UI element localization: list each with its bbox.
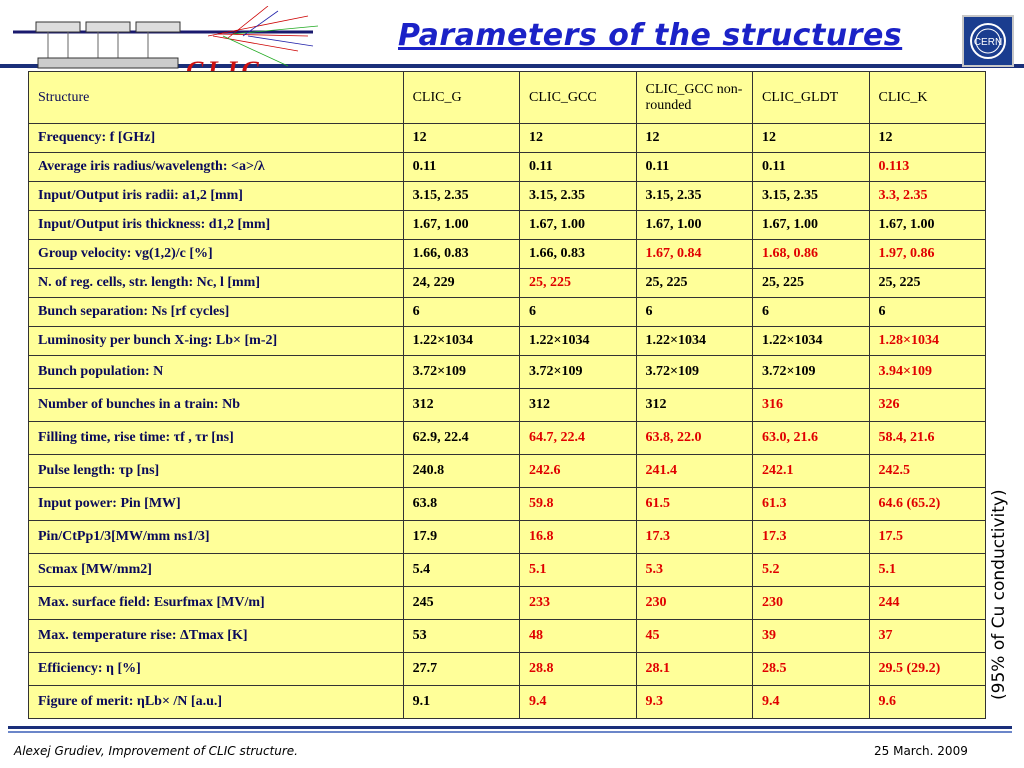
table-cell: 242.5 [869, 455, 986, 488]
table-cell: 1.22×1034 [403, 327, 519, 356]
table-cell: 0.11 [403, 153, 519, 182]
row-label: Number of bunches in a train: Nb [29, 389, 404, 422]
footer-author: Alexej Grudiev, Improvement of CLIC structure. [14, 744, 298, 758]
table-cell: 1.67, 0.84 [636, 240, 752, 269]
table-cell: 63.0, 21.6 [753, 422, 869, 455]
table-cell: 1.22×1034 [636, 327, 752, 356]
table-row [29, 455, 986, 488]
table-row [29, 298, 986, 327]
column-header-clic-gldt: CLIC_GLDT [753, 72, 869, 124]
table-cell: 5.1 [520, 554, 636, 587]
table-cell: 3.15, 2.35 [403, 182, 519, 211]
table-cell: 316 [753, 389, 869, 422]
table-cell: 3.72×109 [753, 356, 869, 389]
table-cell: 0.11 [636, 153, 752, 182]
row-label: N. of reg. cells, str. length: Nc, l [mm] [29, 269, 404, 298]
table-cell: 1.66, 0.83 [520, 240, 636, 269]
table-cell: 25, 225 [753, 269, 869, 298]
row-label: Max. surface field: Esurfmax [MV/m] [29, 587, 404, 620]
table-row [29, 240, 986, 269]
table-cell: 24, 229 [403, 269, 519, 298]
table-cell: 240.8 [403, 455, 519, 488]
table-cell: 3.94×109 [869, 356, 986, 389]
row-label: Filling time, rise time: τf , τr [ns] [29, 422, 404, 455]
table-cell: 64.6 (65.2) [869, 488, 986, 521]
table-cell: 0.113 [869, 153, 986, 182]
table-cell: 5.4 [403, 554, 519, 587]
table-cell: 1.67, 1.00 [869, 211, 986, 240]
table-cell: 242.6 [520, 455, 636, 488]
table-cell: 241.4 [636, 455, 752, 488]
table-row [29, 182, 986, 211]
column-header-clic-gcc-nonrounded: CLIC_GCC non-rounded [636, 72, 752, 124]
table-cell: 0.11 [753, 153, 869, 182]
table-cell: 61.3 [753, 488, 869, 521]
table-cell: 27.7 [403, 653, 519, 686]
column-header-clic-g: CLIC_G [403, 72, 519, 124]
table-cell: 28.8 [520, 653, 636, 686]
table-cell: 230 [636, 587, 752, 620]
table-cell: 12 [636, 124, 752, 153]
cern-logo [962, 15, 1014, 67]
table-cell: 1.28×1034 [869, 327, 986, 356]
table-cell: 3.15, 2.35 [520, 182, 636, 211]
table-row [29, 422, 986, 455]
table-cell: 245 [403, 587, 519, 620]
row-label: Scmax [MW/mm2] [29, 554, 404, 587]
table-cell: 59.8 [520, 488, 636, 521]
table-row [29, 653, 986, 686]
table-cell: 1.67, 1.00 [403, 211, 519, 240]
table-cell: 5.1 [869, 554, 986, 587]
column-header-clic-k: CLIC_K [869, 72, 986, 124]
table-cell: 25, 225 [520, 269, 636, 298]
table-cell: 63.8, 22.0 [636, 422, 752, 455]
table-cell: 29.5 (29.2) [869, 653, 986, 686]
side-note: (95% of Cu conductivity) [989, 489, 1009, 700]
table-cell: 230 [753, 587, 869, 620]
table-cell: 12 [520, 124, 636, 153]
table-row [29, 389, 986, 422]
table-cell: 9.3 [636, 686, 752, 719]
table-cell: 9.4 [520, 686, 636, 719]
table-cell: 28.1 [636, 653, 752, 686]
table-cell: 0.11 [520, 153, 636, 182]
row-label: Efficiency: η [%] [29, 653, 404, 686]
table-cell: 1.97, 0.86 [869, 240, 986, 269]
table-cell: 61.5 [636, 488, 752, 521]
cern-logo-icon [964, 17, 1012, 65]
table-cell: 1.67, 1.00 [520, 211, 636, 240]
table-cell: 12 [869, 124, 986, 153]
cern-logo-label: CERN [973, 37, 1003, 48]
table-row [29, 356, 986, 389]
table-cell: 9.4 [753, 686, 869, 719]
row-label: Pin/CtPp1/3[MW/mm ns1/3] [29, 521, 404, 554]
row-label: Luminosity per bunch X-ing: Lb× [m-2] [29, 327, 404, 356]
table-cell: 62.9, 22.4 [403, 422, 519, 455]
table-cell: 1.66, 0.83 [403, 240, 519, 269]
table-cell: 25, 225 [869, 269, 986, 298]
table-cell: 312 [520, 389, 636, 422]
table-cell: 3.72×109 [403, 356, 519, 389]
table-cell: 1.22×1034 [520, 327, 636, 356]
footer-rule-secondary [8, 731, 1012, 733]
table-cell: 1.22×1034 [753, 327, 869, 356]
table-cell: 17.5 [869, 521, 986, 554]
table-cell: 6 [869, 298, 986, 327]
footer-rule [8, 726, 1012, 729]
table-cell: 312 [636, 389, 752, 422]
table-cell: 37 [869, 620, 986, 653]
table-cell: 5.2 [753, 554, 869, 587]
table-row [29, 521, 986, 554]
table-cell: 48 [520, 620, 636, 653]
table-cell: 25, 225 [636, 269, 752, 298]
table-row [29, 124, 986, 153]
row-label: Bunch separation: Ns [rf cycles] [29, 298, 404, 327]
row-label: Pulse length: τp [ns] [29, 455, 404, 488]
table-cell: 3.72×109 [520, 356, 636, 389]
table-row [29, 620, 986, 653]
table-cell: 3.3, 2.35 [869, 182, 986, 211]
table-cell: 9.1 [403, 686, 519, 719]
table-row [29, 269, 986, 298]
table-cell: 53 [403, 620, 519, 653]
table-cell: 64.7, 22.4 [520, 422, 636, 455]
table-cell: 6 [520, 298, 636, 327]
footer-date: 25 March. 2009 [874, 744, 968, 758]
table-cell: 3.15, 2.35 [636, 182, 752, 211]
table-cell: 9.6 [869, 686, 986, 719]
table-cell: 12 [753, 124, 869, 153]
table-cell: 6 [753, 298, 869, 327]
table-row [29, 327, 986, 356]
table-cell: 6 [403, 298, 519, 327]
table-row [29, 587, 986, 620]
table-cell: 12 [403, 124, 519, 153]
row-label: Group velocity: vg(1,2)/c [%] [29, 240, 404, 269]
table-cell: 5.3 [636, 554, 752, 587]
table-cell: 244 [869, 587, 986, 620]
table-cell: 1.68, 0.86 [753, 240, 869, 269]
table-row [29, 211, 986, 240]
table-cell: 28.5 [753, 653, 869, 686]
row-label: Input/Output iris radii: a1,2 [mm] [29, 182, 404, 211]
table-row [29, 554, 986, 587]
table-cell: 242.1 [753, 455, 869, 488]
row-label: Bunch population: N [29, 356, 404, 389]
table-row [29, 488, 986, 521]
table-row [29, 153, 986, 182]
row-label: Max. temperature rise: ΔTmax [K] [29, 620, 404, 653]
table-cell: 233 [520, 587, 636, 620]
row-label: Input power: Pin [MW] [29, 488, 404, 521]
column-header-clic-gcc: CLIC_GCC [520, 72, 636, 124]
column-header-structure: Structure [29, 72, 404, 124]
table-cell: 17.9 [403, 521, 519, 554]
table-cell: 1.67, 1.00 [636, 211, 752, 240]
row-label: Frequency: f [GHz] [29, 124, 404, 153]
table-cell: 39 [753, 620, 869, 653]
table-row [29, 686, 986, 719]
table-cell: 45 [636, 620, 752, 653]
table-cell: 1.67, 1.00 [753, 211, 869, 240]
row-label: Figure of merit: ηLb× /N [a.u.] [29, 686, 404, 719]
table-cell: 17.3 [636, 521, 752, 554]
page-title: Parameters of the structures [398, 18, 903, 53]
row-label: Input/Output iris thickness: d1,2 [mm] [29, 211, 404, 240]
table-cell: 3.15, 2.35 [753, 182, 869, 211]
table-cell: 16.8 [520, 521, 636, 554]
table-header-row [29, 72, 986, 124]
table-cell: 312 [403, 389, 519, 422]
table-cell: 17.3 [753, 521, 869, 554]
table-cell: 63.8 [403, 488, 519, 521]
table-cell: 58.4, 21.6 [869, 422, 986, 455]
table-cell: 326 [869, 389, 986, 422]
table-cell: 3.72×109 [636, 356, 752, 389]
parameters-table [28, 71, 986, 719]
table-cell: 6 [636, 298, 752, 327]
row-label: Average iris radius/wavelength: <a>/λ [29, 153, 404, 182]
